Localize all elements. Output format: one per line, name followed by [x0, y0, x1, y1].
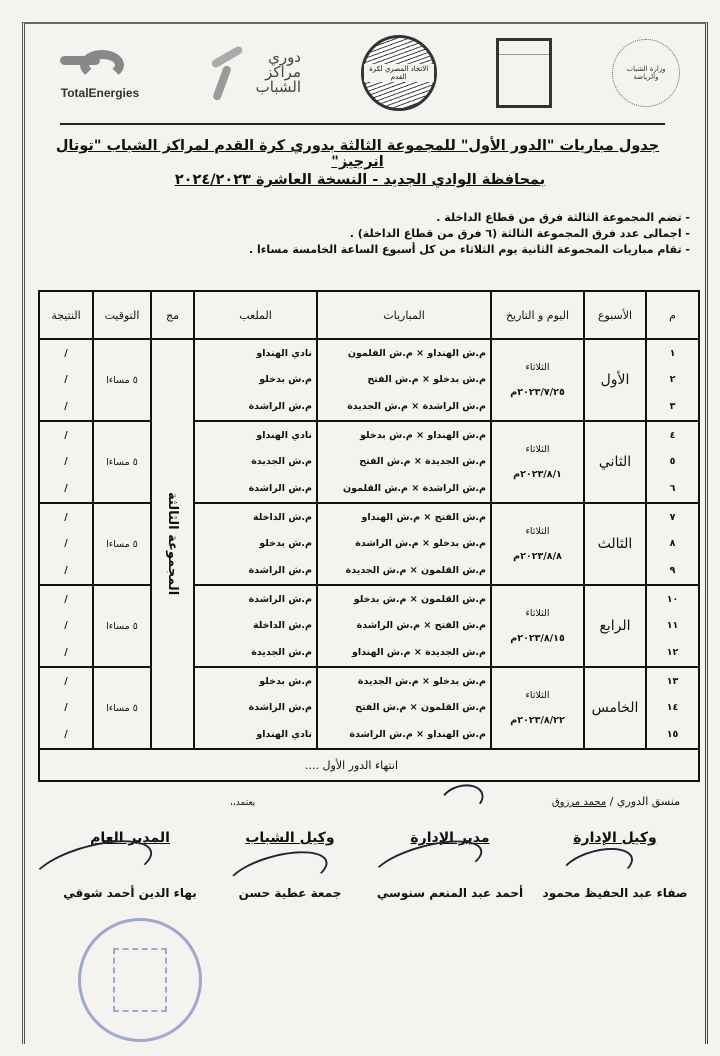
venues-cell	[194, 667, 317, 749]
match-result-list	[40, 668, 92, 748]
match-time: ٥ مساءا	[93, 421, 151, 503]
match-number: ١٠	[666, 593, 679, 605]
venue-list	[195, 422, 316, 502]
venue: م.ش بدخلو	[259, 675, 312, 687]
match-result: /	[64, 401, 68, 413]
match-time: ٥ مساءا	[93, 667, 151, 749]
match-number: ٢	[669, 374, 676, 386]
column-header-num: م	[646, 291, 699, 339]
match: م.ش بدخلو × م.ش الراشدة	[355, 538, 486, 550]
league-logo-line: الشباب	[255, 78, 301, 96]
day-date-cell	[491, 585, 584, 667]
day-date-cell	[491, 503, 584, 585]
signatory-name: أحمد عبد المنعم سنوسي	[376, 886, 524, 900]
table-row	[39, 503, 699, 585]
match: م.ش القلمون × م.ش بدخلو	[353, 593, 486, 605]
table-header-row	[39, 291, 699, 339]
match-number: ١٢	[666, 647, 679, 659]
note-item: - تقام مباريات المجموعة الثانية يوم الثلاثاء من كل أسبوع الساعة الخامسة مساءا .	[248, 243, 690, 256]
match: م.ش الهنداو × م.ش القلمون	[347, 347, 486, 359]
column-header-group: مج	[151, 291, 194, 339]
column-header-day-date: اليوم و التاريخ	[491, 291, 584, 339]
results-cell	[39, 667, 93, 749]
match: م.ش الفتح × م.ش الراشدة	[356, 620, 486, 632]
match-number: ٦	[669, 483, 676, 495]
day-date-cell	[491, 339, 584, 421]
match-numbers	[646, 503, 699, 585]
match-day: الثلاثاء	[525, 690, 550, 701]
logo-bar	[60, 35, 680, 110]
venue: م.ش الراشدة	[248, 593, 312, 605]
match-number: ٣	[669, 401, 676, 413]
signatory-name: بهاء الدين أحمد شوقي	[63, 886, 197, 900]
note-item: - تضم المجموعة الثالثة فرق من قطاع الداخلة .	[436, 211, 690, 224]
matches-cell	[317, 667, 491, 749]
match-number: ٧	[669, 511, 676, 523]
venue-list	[195, 504, 316, 584]
match-date: ٢٠٢٣/٨/٨م	[513, 551, 562, 562]
match-list	[318, 668, 490, 748]
totalenergies-mark-icon	[60, 46, 140, 86]
match-result: /	[64, 593, 68, 605]
venue-list	[195, 340, 316, 420]
match-result: /	[64, 456, 68, 468]
week-name: الرابع	[584, 585, 646, 667]
league-logo-line: دوري	[268, 48, 301, 66]
official-stamp	[78, 918, 202, 1042]
signatory-role: مدير الإدارة	[410, 830, 490, 846]
document-subtitle: بمحافظة الوادي الجديد - النسخة العاشرة ٢٠٢٤/٢٠٢٣	[174, 172, 546, 188]
column-header-week: الأسبوع	[584, 291, 646, 339]
week-name: الثاني	[584, 421, 646, 503]
schedule-table	[38, 290, 700, 782]
venue-list	[195, 586, 316, 666]
venue: م.ش الداخلة	[252, 620, 312, 632]
match-day: الثلاثاء	[525, 608, 550, 619]
matches-cell	[317, 421, 491, 503]
match-number: ٨	[669, 538, 676, 550]
venues-cell	[194, 421, 317, 503]
column-header-time: التوقيت	[93, 291, 151, 339]
week-name: الأول	[584, 339, 646, 421]
signatory-role: وكيل الإدارة	[573, 830, 657, 846]
totalenergies-logo	[60, 46, 140, 100]
match-list	[318, 504, 490, 584]
notes-list	[40, 210, 690, 258]
match: م.ش الجديدة × م.ش الهنداو	[352, 647, 486, 659]
match-date: ٢٠٢٣/٨/١م	[513, 469, 562, 480]
match-result: /	[64, 429, 68, 441]
match: م.ش الهنداو × م.ش بدخلو	[360, 429, 486, 441]
match: م.ش القلمون × م.ش الجديدة	[345, 565, 486, 577]
match-time: ٥ مساءا	[93, 339, 151, 421]
venue: م.ش بدخلو	[259, 538, 312, 550]
venue: م.ش الجديدة	[251, 647, 312, 659]
match-list	[318, 340, 490, 420]
header-divider	[60, 123, 665, 125]
table-row	[39, 585, 699, 667]
match-numbers	[646, 667, 699, 749]
venue: م.ش الراشدة	[248, 483, 312, 495]
match-day: الثلاثاء	[525, 526, 550, 537]
table-row	[39, 339, 699, 421]
youth-centers-league-logo	[200, 43, 301, 103]
match: م.ش الراشدة × م.ش الجديدة	[347, 401, 486, 413]
venue: نادي الهنداو	[256, 429, 312, 441]
approval-label: يعتمد،،	[230, 798, 256, 808]
column-header-venue: الملعب	[194, 291, 317, 339]
match-result-list	[40, 504, 92, 584]
match-result: /	[64, 565, 68, 577]
match: م.ش بدخلو × م.ش الجديدة	[357, 675, 486, 687]
match-result: /	[64, 620, 68, 632]
match-time: ٥ مساءا	[93, 585, 151, 667]
match-result: /	[64, 675, 68, 687]
match-day: الثلاثاء	[525, 362, 550, 373]
match-result: /	[64, 702, 68, 714]
venue: نادي الهنداو	[256, 729, 312, 741]
venue: نادي الهنداو	[256, 347, 312, 359]
day-date-cell	[491, 667, 584, 749]
match-result: /	[64, 538, 68, 550]
results-cell	[39, 421, 93, 503]
column-header-matches: المباريات	[317, 291, 491, 339]
match-day: الثلاثاء	[525, 444, 550, 455]
venue: م.ش الجديدة	[251, 456, 312, 468]
week-name: الثالث	[584, 503, 646, 585]
match-result: /	[64, 729, 68, 741]
match-result: /	[64, 347, 68, 359]
week-name: الخامس	[584, 667, 646, 749]
match-number-list	[647, 668, 698, 748]
match-numbers	[646, 339, 699, 421]
venues-cell	[194, 503, 317, 585]
match-list	[318, 586, 490, 666]
governorate-logo	[496, 38, 552, 108]
match-list	[318, 422, 490, 502]
match-number: ١٥	[666, 729, 679, 741]
efa-logo-text: الاتحاد المصري لكرة القدم	[364, 64, 434, 82]
match-number: ٩	[669, 565, 676, 577]
match-number-list	[647, 422, 698, 502]
match-number-list	[647, 504, 698, 584]
match-result: /	[64, 647, 68, 659]
match-number: ١١	[666, 620, 679, 632]
matches-cell	[317, 503, 491, 585]
signatory-role: المدير العام	[90, 830, 170, 846]
note-item: - اجمالى عدد فرق المجموعة الثالثة (٦ فرق من قطاع الداخلة) .	[349, 227, 690, 240]
match: م.ش الهنداو × م.ش الراشدة	[349, 729, 486, 741]
signatory-name: جمعة عطية حسن	[238, 886, 342, 900]
coordinator-name: محمد مرزوق	[551, 797, 607, 808]
match: م.ش الفتح × م.ش الهنداو	[361, 511, 486, 523]
venue: م.ش الراشدة	[248, 702, 312, 714]
match-result: /	[64, 374, 68, 386]
match: م.ش بدخلو × م.ش الفتح	[367, 374, 486, 386]
table-footer-row	[39, 749, 699, 781]
league-logo-line: مراكز	[265, 63, 301, 81]
signatory-role: وكيل الشباب	[245, 830, 335, 846]
match-date: ٢٠٢٣/٨/٢٢م	[510, 715, 565, 726]
match-result: /	[64, 511, 68, 523]
match-number: ٥	[669, 456, 676, 468]
totalenergies-wordmark: TotalEnergies	[60, 85, 140, 100]
football-player-icon	[200, 43, 250, 103]
venues-cell	[194, 339, 317, 421]
match-number: ١٣	[666, 675, 679, 687]
match: م.ش القلمون × م.ش الفتح	[355, 702, 486, 714]
match-result-list	[40, 340, 92, 420]
results-cell	[39, 585, 93, 667]
results-cell	[39, 339, 93, 421]
match-number-list	[647, 586, 698, 666]
match-date: ٢٠٢٣/٨/١٥م	[510, 633, 565, 644]
end-of-round-note: انتهاء الدور الأول ....	[39, 749, 699, 781]
table-row	[39, 421, 699, 503]
match-numbers	[646, 421, 699, 503]
match-time: ٥ مساءا	[93, 503, 151, 585]
venue: م.ش الراشدة	[248, 565, 312, 577]
results-cell	[39, 503, 93, 585]
venue: م.ش الداخلة	[252, 511, 312, 523]
venue: م.ش بدخلو	[259, 374, 312, 386]
match-result-list	[40, 422, 92, 502]
match: م.ش الجديدة × م.ش الفتح	[359, 456, 486, 468]
venue: م.ش الراشدة	[248, 401, 312, 413]
ministry-logo	[612, 39, 680, 107]
venues-cell	[194, 585, 317, 667]
match-number: ١	[669, 347, 676, 359]
signatory-name: صفاء عبد الحفيظ محمود	[542, 886, 688, 900]
column-header-result: النتيجة	[39, 291, 93, 339]
match-result-list	[40, 586, 92, 666]
day-date-cell	[491, 421, 584, 503]
matches-cell	[317, 339, 491, 421]
match-result: /	[64, 483, 68, 495]
match-number: ١٤	[666, 702, 679, 714]
coordinator-label: منسق الدوري /	[609, 795, 680, 808]
match-number: ٤	[669, 429, 676, 441]
group-label: المجموعة الثالثة	[151, 339, 194, 749]
match-date: ٢٠٢٣/٧/٢٥م	[510, 387, 565, 398]
matches-cell	[317, 585, 491, 667]
match: م.ش الراشدة × م.ش القلمون	[343, 483, 486, 495]
efa-logo	[361, 35, 437, 111]
table-row	[39, 667, 699, 749]
document-title: جدول مباريات "الدور الأول" للمجموعة الثالثة بدوري كرة القدم لمراكز الشباب "توتال انرجيز"	[55, 138, 660, 170]
ministry-logo-text: وزارة الشباب والرياضة	[626, 64, 666, 81]
match-numbers	[646, 585, 699, 667]
match-number-list	[647, 340, 698, 420]
venue-list	[195, 668, 316, 748]
